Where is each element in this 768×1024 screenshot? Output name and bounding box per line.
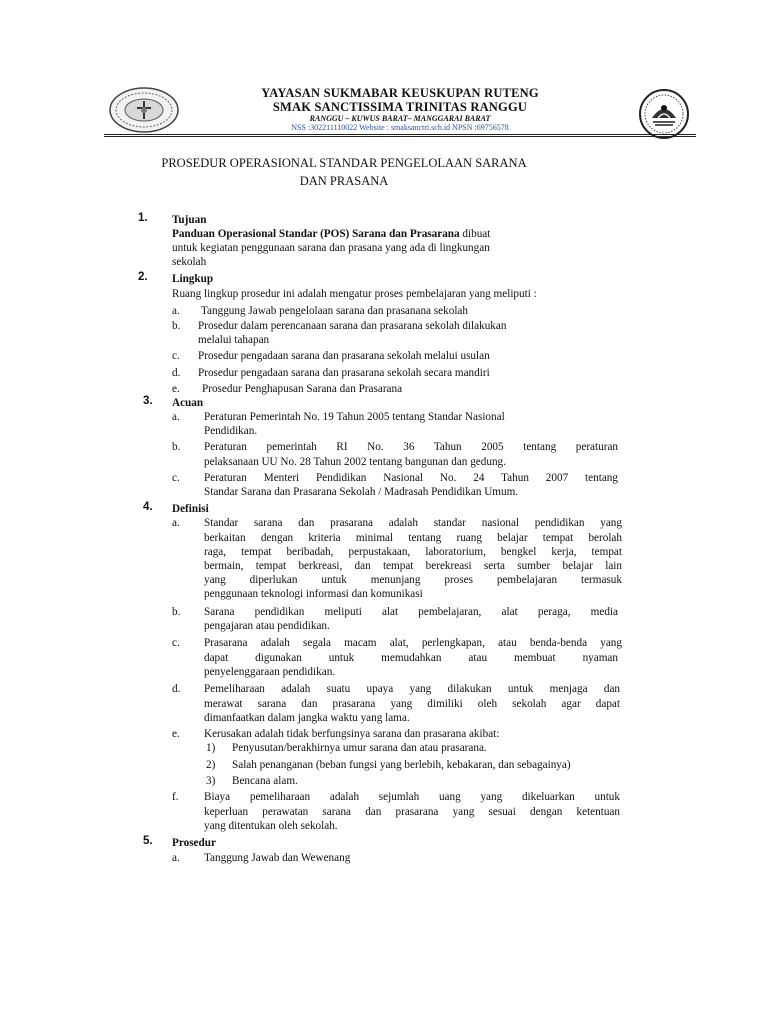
- definition-text: Pemeliharaan adalah suatu upaya yang dilakukan untuk menjaga dan: [204, 683, 620, 695]
- list-marker: c.: [172, 472, 180, 484]
- document-title-line2: DAN PRASANA: [299, 174, 389, 188]
- definition-text: penyelenggaraan pendidikan.: [204, 666, 336, 678]
- list-item-continuation: melalui tahapan: [198, 334, 270, 346]
- list-item: Peraturan Pemerintah No. 19 Tahun 2005 tentang Standar Nasional: [204, 411, 505, 423]
- header-contact: NSS :302211110022 Website : smaksanctri.sch.id NPSN :69756578: [291, 123, 509, 132]
- definition-text: Sarana pendidikan meliputi alat pembelajaran, alat peraga, media: [204, 606, 618, 618]
- body-text: Ruang lingkup prosedur ini adalah mengatur proses pembelajaran yang meliputi :: [172, 288, 537, 300]
- sub-list-item: Penyusutan/berakhirnya umur sarana dan atau prasarana.: [232, 742, 487, 754]
- definition-text: Biaya pemeliharaan adalah sejumlah uang yang dikeluarkan untuk: [204, 791, 620, 803]
- section-number: 4.: [143, 501, 153, 513]
- list-item: Prosedur Penghapusan Sarana dan Prasarana: [202, 383, 403, 395]
- list-marker: f.: [172, 791, 179, 803]
- definition-text: yang ditentukan oleh sekolah.: [204, 820, 338, 832]
- body-text: dibuat: [459, 228, 491, 240]
- definition-text: keperluan perawatan sarana dan prasarana yang sesuai dengan ketentuan: [204, 806, 620, 818]
- section-title-prosedur: Prosedur: [172, 837, 216, 849]
- definition-text: Standar sarana dan prasarana adalah standar nasional pendidikan yang: [204, 517, 622, 529]
- section-title-definisi: Definisi: [172, 503, 209, 515]
- section-title-lingkup: Lingkup: [172, 273, 214, 285]
- definition-text: merawat sarana dan prasarana yang dimiliki oleh sekolah agar dapat: [204, 698, 620, 710]
- list-item: Peraturan pemerintah RI No. 36 Tahun 2005 tentang peraturan: [204, 441, 618, 453]
- definition-text: Kerusakan adalah tidak berfungsinya sarana dan prasarana akibat:: [204, 728, 500, 740]
- list-item: Prosedur dalam perencanaan sarana dan prasarana sekolah dilakukan: [198, 320, 507, 332]
- definition-text: pengajaran atau pendidikan.: [204, 620, 330, 632]
- list-item-continuation: Standar Sarana dan Prasarana Sekolah / Madrasah Pendidikan Umum.: [204, 486, 519, 498]
- sub-list-marker: 2): [206, 759, 216, 771]
- list-marker: d.: [172, 683, 181, 695]
- body-text: untuk kegiatan penggunaan sarana dan prasana yang ada di lingkungan: [172, 242, 490, 254]
- definition-text: berkaitan dengan kriteria minimal tentang ruang belajar tempat berolah: [204, 532, 622, 544]
- definition-text: bermain, tempat berkreasi, dan tempat berekreasi serta sumber belajar lain: [204, 560, 622, 572]
- body-text: [172, 227, 490, 241]
- definition-text: dapat digunakan untuk memudahkan atau membuat nyaman: [204, 652, 618, 664]
- list-item: Peraturan Menteri Pendidikan Nasional No. 24 Tahun 2007 tentang: [204, 472, 618, 484]
- list-marker: a.: [172, 305, 180, 317]
- list-marker: b.: [172, 441, 181, 453]
- list-marker: a.: [172, 411, 180, 423]
- list-marker: b.: [172, 320, 181, 332]
- section-title-acuan: Acuan: [172, 397, 204, 409]
- sub-list-item: Salah penanganan (beban fungsi yang berlebih, kebakaran, dan sebagainya): [232, 759, 571, 771]
- tut-wuri-handayani-logo-icon: [638, 88, 690, 140]
- document-title: PROSEDUR OPERASIONAL STANDAR PENGELOLAAN SARANA: [161, 156, 527, 170]
- section-number: 5.: [143, 835, 153, 847]
- header-school-name: SMAK SANCTISSIMA TRINITAS RANGGU: [272, 100, 528, 114]
- header-divider: [104, 136, 696, 137]
- sub-list-marker: 3): [206, 775, 216, 787]
- section-number: 3.: [143, 395, 153, 407]
- list-item-continuation: Pendidikan.: [204, 425, 258, 437]
- definition-text: raga, tempat beribadah, perpustakaan, laboratorium, bengkel kerja, tempat: [204, 546, 622, 558]
- list-item: Prosedur pengadaan sarana dan prasarana sekolah secara mandiri: [198, 367, 490, 379]
- definition-text: dimanfaatkan dalam jangka waktu yang lama.: [204, 712, 410, 724]
- list-item: Tanggung Jawab pengelolaan sarana dan prasanana sekolah: [201, 305, 468, 317]
- bold-lead: Panduan Operasional Standar (POS) Sarana dan Prasarana: [172, 228, 460, 240]
- list-marker: c.: [172, 637, 180, 649]
- section-title-tujuan: Tujuan: [172, 214, 207, 226]
- list-item: Prosedur pengadaan sarana dan prasarana sekolah melalui usulan: [198, 350, 490, 362]
- section-number: 2.: [138, 271, 148, 283]
- list-marker: a.: [172, 852, 180, 864]
- list-marker: e.: [172, 383, 180, 395]
- sub-list-marker: 1): [206, 742, 216, 754]
- definition-text: penggunaan teknologi informasi dan komunikasi: [204, 588, 423, 600]
- list-marker: e.: [172, 728, 180, 740]
- list-marker: d.: [172, 367, 181, 379]
- body-text: sekolah: [172, 256, 207, 268]
- list-item-continuation: pelaksanaan UU No. 28 Tahun 2002 tentang bangunan dan gedung.: [204, 456, 506, 468]
- definition-text: yang diperlukan untuk menunjang proses pembelajaran termasuk: [204, 574, 622, 586]
- list-marker: b.: [172, 606, 181, 618]
- header-divider: [104, 134, 696, 135]
- list-item: Tanggung Jawab dan Wewenang: [204, 852, 351, 864]
- sub-list-item: Bencana alam.: [232, 775, 298, 787]
- header-address: RANGGU – KUWUS BARAT– MANGGARAI BARAT: [309, 114, 491, 123]
- definition-text: Prasarana adalah segala macam alat, perlengkapan, atau benda-benda yang: [204, 637, 622, 649]
- header-foundation-name: YAYASAN SUKMABAR KEUSKUPAN RUTENG: [261, 86, 539, 100]
- list-marker: a.: [172, 517, 180, 529]
- section-number: 1.: [138, 212, 148, 224]
- list-marker: c.: [172, 350, 180, 362]
